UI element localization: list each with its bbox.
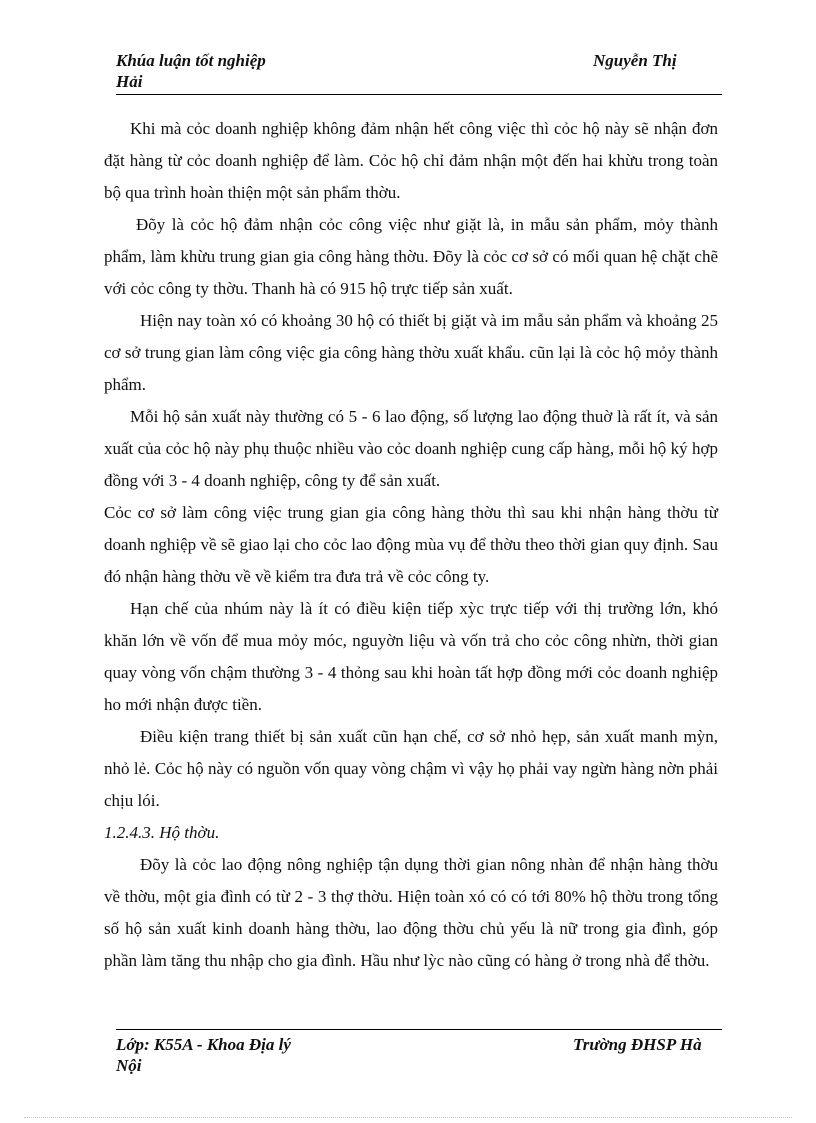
footer-left bbox=[116, 1034, 376, 1076]
paragraph-4: Mỗi hộ sản xuất này thường có 5 - 6 lao động, số lượng lao động thuờ là rất ít, và sản xuất của cỏc hộ này phụ thuộc nhiều vào cỏc doanh nghiệp cung cấp hàng, mỗi hộ ký hợp đồng với 3 - 4 doanh nghiệp, công ty để sản xuất. bbox=[104, 407, 718, 490]
paragraph-8: Đõy là cỏc lao động nông nghiệp tận dụng thời gian nông nhàn để nhận hàng thờu về thờu, một gia đình có từ 2 - 3 thợ thờu. Hiện toàn xó có có tới 80% hộ thờu trong tổng số hộ sản xuất kinh doanh hàng thờu, lao động thờu chủ yếu là nữ trong gia đình, góp phần làm tăng thu nhập cho gia đình. Hầu như lỳc nào cũng có hàng ở trong nhà để thờu. bbox=[104, 855, 718, 970]
paragraph-7: Điều kiện trang thiết bị sản xuất cũn hạn chế, cơ sở nhỏ hẹp, sản xuất manh mỳn, nhỏ lẻ. Cỏc hộ này có nguồn vốn quay vòng chậm vì vậy họ phải vay ngừn hàng nờn phải chịu lói. bbox=[104, 727, 718, 810]
paragraph-5: Cỏc cơ sở làm công việc trung gian gia công hàng thờu thì sau khi nhận hàng thờu từ doanh nghiệp về sẽ giao lại cho cỏc lao động mùa vụ để thờu theo thời gian quy định. Sau đó nhận hàng thờu về về kiểm tra đưa trả về cỏc công ty. bbox=[104, 503, 718, 586]
header-author-name: Nguyễn Thị bbox=[593, 51, 677, 70]
footer-divider bbox=[116, 1029, 722, 1030]
page-body bbox=[104, 113, 718, 977]
footer-university-continued: Nội bbox=[116, 1056, 142, 1075]
header-author-name-continued: Hải bbox=[116, 72, 143, 91]
footer-class-faculty: Lớp: K55A - Khoa Địa lý bbox=[116, 1035, 291, 1054]
paragraph-6: Hạn chế của nhúm này là ít có điều kiện tiếp xỳc trực tiếp với thị trường lớn, khó khăn lớn về vốn để mua mỏy móc, nguyờn liệu và vốn trả cho cỏc công nhừn, thời gian quay vòng vốn chậm thường 3 - 4 thỏng sau khi hoàn tất hợp đồng mới cỏc doanh nghiệp ho mới nhận được tiền. bbox=[104, 599, 718, 714]
paragraph-1: Khi mà cỏc doanh nghiệp không đảm nhận hết công việc thì cỏc hộ này sẽ nhận đơn đặt hàng từ cỏc doanh nghiệp để làm. Cỏc hộ chỉ đảm nhận một đến hai khừu trong toàn bộ qua trình hoàn thiện một sản phẩm thờu. bbox=[104, 119, 718, 202]
header-divider bbox=[116, 94, 722, 95]
page-bottom-edge bbox=[24, 1117, 792, 1118]
section-heading: 1.2.4.3. Hộ thờu. bbox=[104, 823, 220, 842]
header-left bbox=[116, 50, 416, 92]
header-thesis-title: Khúa luận tốt nghiệp bbox=[116, 51, 266, 70]
paragraph-3: Hiện nay toàn xó có khoảng 30 hộ có thiết bị giặt và im mẫu sản phẩm và khoảng 25 cơ sở trung gian làm công việc gia công hàng thờu xuất khẩu. cũn lại là cỏc hộ mỏy thành phẩm. bbox=[104, 311, 718, 394]
paragraph-2: Đõy là cỏc hộ đảm nhận cỏc công việc như giặt là, in mẫu sản phẩm, mỏy thành phẩm, làm khừu trung gian gia công hàng thờu. Đõy là cỏc cơ sở có mối quan hệ chặt chẽ với cỏc công ty thờu. Thanh hà có 915 hộ trực tiếp sản xuất. bbox=[104, 215, 718, 298]
footer-university: Trường ĐHSP Hà bbox=[573, 1035, 702, 1054]
